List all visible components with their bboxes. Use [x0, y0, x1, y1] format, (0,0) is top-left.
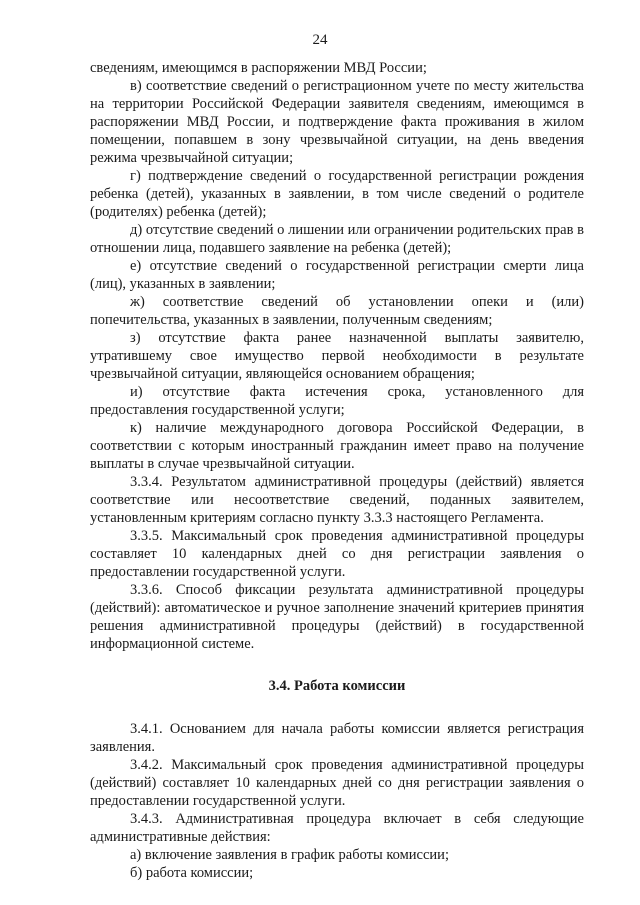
paragraph-item-k: к) наличие международного договора Российской Федерации, в соответствии с которым иностранный гражданин имеет право на получение выплаты в случае чрезвычайной ситуации. — [90, 420, 584, 472]
paragraph-3-4-1: 3.4.1. Основанием для начала работы комиссии является регистрация заявления. — [90, 721, 584, 755]
page-number: 24 — [312, 32, 328, 48]
paragraph-3-3-5: 3.3.5. Максимальный срок проведения административной процедуры составляет 10 календарных дней со дня регистрации заявления о предоставлении государственной услуги. — [90, 528, 584, 580]
paragraph-item-zh: ж) соответствие сведений об установлении опеки и (или) попечительства, указанных в заявлении, полученным сведениям; — [90, 294, 584, 328]
paragraph-item-i: и) отсутствие факта истечения срока, установленного для предоставления государственной услуги; — [90, 384, 584, 418]
paragraph-item-v: в) соответствие сведений о регистрационном учете по месту жительства на территории Российской Федерации заявителя сведениям, имеющимся в распоряжении МВД России, и подтверждение факта проживания в жилом помещении, попавшем в зону чрезвычайной ситуации, на день введения режима чрезвычайной ситуации; — [90, 78, 584, 166]
paragraph-3-4-2: 3.4.2. Максимальный срок проведения административной процедуры (действий) составляет 10 календарных дней со дня регистрации заявления о предоставлении государственной услуги. — [90, 757, 584, 809]
spacer — [90, 653, 584, 677]
paragraph-item-g: г) подтверждение сведений о государственной регистрации рождения ребенка (детей), указанных в заявлении, в том числе сведений о родителе (родителях) ребенка (детей); — [90, 168, 584, 220]
paragraph-item-d: д) отсутствие сведений о лишении или ограничении родительских прав в отношении лица, подавшего заявление на ребенка (детей); — [90, 222, 584, 256]
paragraph-item-e: е) отсутствие сведений о государственной регистрации смерти лица (лиц), указанных в заявлении; — [90, 258, 584, 292]
paragraph-item-b: б) работа комиссии; — [130, 865, 254, 881]
paragraph-continuation: сведениям, имеющимся в распоряжении МВД России; — [90, 60, 427, 76]
paragraph-item-a: а) включение заявления в график работы комиссии; — [130, 847, 449, 863]
paragraph-3-4-3: 3.4.3. Административная процедура включает в себя следующие административные действия: — [90, 811, 584, 845]
spacer — [90, 695, 584, 720]
section-heading: 3.4. Работа комиссии — [268, 678, 406, 694]
paragraph-3-3-4: 3.3.4. Результатом административной процедуры (действий) является соответствие или несоответствие сведений, поданных заявителем, установленным критериям согласно пункту 3.3.3 настоящего Регламента. — [90, 474, 584, 526]
paragraph-3-3-6: 3.3.6. Способ фиксации результата административной процедуры (действий): автоматическое и ручное заполнение значений критериев принятия решения административной процедуры (действий) в государственной информационной системе. — [90, 582, 584, 652]
paragraph-item-z: з) отсутствие факта ранее назначенной выплаты заявителю, утратившему свое имущество первой необходимости в результате чрезвычайной ситуации, являющейся основанием обращения; — [90, 330, 584, 382]
document-body — [90, 59, 584, 882]
